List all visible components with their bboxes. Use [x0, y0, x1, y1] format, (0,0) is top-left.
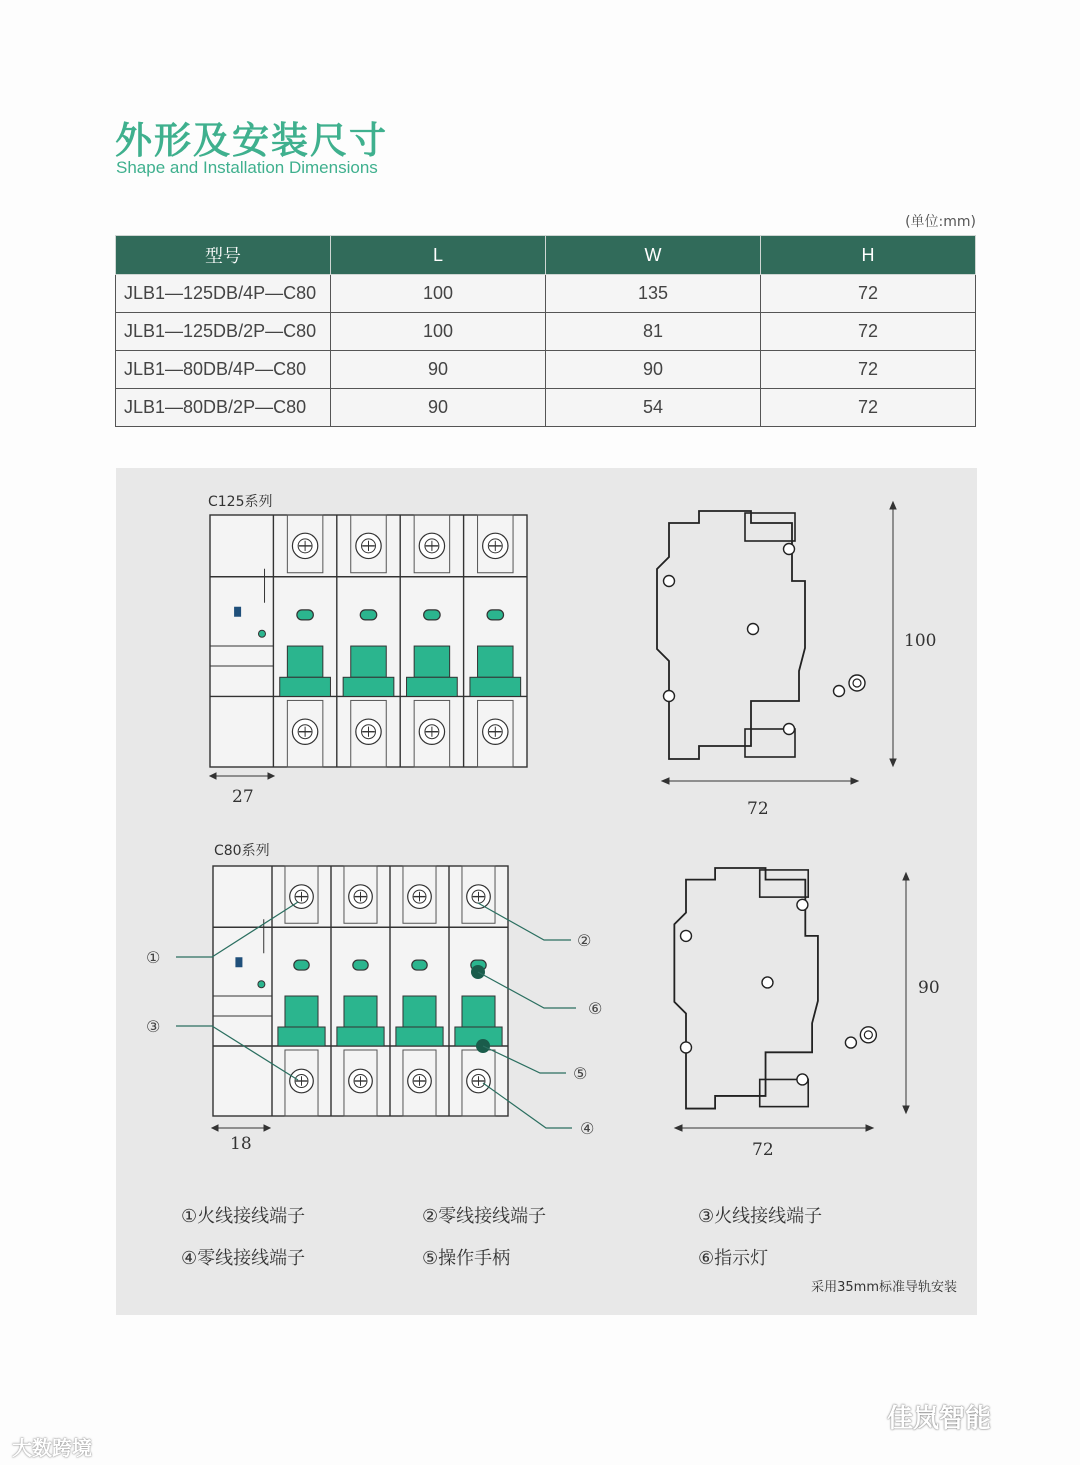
- c125-front-view: [210, 515, 527, 767]
- mounting-hole-icon: [664, 576, 675, 587]
- c80-width-dimension: [212, 1125, 270, 1131]
- table-row: [116, 275, 976, 313]
- test-button-icon: [235, 957, 242, 967]
- indicator-light-icon: [297, 610, 313, 620]
- mounting-hole-icon: [845, 1037, 856, 1048]
- header-l: L: [331, 236, 546, 275]
- c80-pole-width-label: 18: [230, 1134, 252, 1154]
- callout-4-marker: ④: [580, 1119, 595, 1138]
- operating-handle: [403, 996, 436, 1027]
- legend-item: ⑤操作手柄: [422, 1248, 511, 1269]
- mounting-hole-icon: [834, 686, 845, 697]
- side-outline: [657, 511, 805, 759]
- callout-2-marker: ②: [577, 931, 592, 950]
- operating-handle: [478, 646, 514, 677]
- cell-l: 100: [331, 275, 546, 313]
- cell-h: 72: [761, 313, 976, 351]
- c80-series-label: C80系列: [214, 843, 270, 859]
- table-row: [116, 313, 976, 351]
- leakage-indicator-icon: [258, 630, 265, 637]
- page-title-en: Shape and Installation Dimensions: [116, 158, 378, 177]
- cell-w: 90: [546, 351, 761, 389]
- header-h: H: [761, 236, 976, 275]
- c125-width-dimension: [210, 773, 274, 779]
- operating-handle: [414, 646, 450, 677]
- cell-l: 100: [331, 313, 546, 351]
- operating-handle: [344, 996, 377, 1027]
- mounting-hole-icon: [681, 930, 692, 941]
- operating-handle: [351, 646, 387, 677]
- c80-front-view: [213, 866, 508, 1116]
- table-header-row: [116, 236, 976, 275]
- indicator-light-icon: [353, 960, 368, 970]
- watermark-left: 大数跨境: [12, 1436, 92, 1460]
- drawing-panel: [116, 468, 977, 1315]
- mounting-hole-icon: [797, 899, 808, 910]
- cell-h: 72: [761, 351, 976, 389]
- callout-5-marker: ⑤: [573, 1064, 588, 1083]
- c80-depth-label: 72: [752, 1140, 774, 1160]
- indicator-light-icon: [294, 960, 309, 970]
- rail-clip-icon: [849, 675, 865, 691]
- callout-6-marker: ⑥: [588, 999, 603, 1018]
- operating-handle: [285, 996, 318, 1027]
- mounting-hole-icon: [681, 1042, 692, 1053]
- legend-item: ①火线接线端子: [181, 1206, 306, 1227]
- c80-side-profile: [674, 868, 876, 1109]
- mounting-hole-icon: [784, 724, 795, 735]
- test-button-icon: [234, 607, 241, 617]
- cell-h: 72: [761, 275, 976, 313]
- cell-h: 72: [761, 389, 976, 427]
- indicator-light-icon: [424, 610, 440, 620]
- legend-item: ⑥指示灯: [698, 1248, 769, 1269]
- c125-pole-width-label: 27: [232, 787, 254, 807]
- din-rail-note: 采用35mm标准导轨安装: [811, 1280, 957, 1295]
- unit-note: (单位:mm): [905, 214, 976, 230]
- mounting-hole-icon: [748, 624, 759, 635]
- watermark-right: 佳岚智能: [887, 1404, 992, 1434]
- c125-side-profile: [657, 511, 865, 759]
- cell-model: JLB1—125DB/4P—C80: [116, 275, 331, 313]
- c80-height-label: 90: [918, 978, 940, 998]
- operating-handle: [462, 996, 495, 1027]
- callout-3-marker: ③: [146, 1017, 161, 1036]
- mounting-hole-icon: [664, 691, 675, 702]
- operating-handle: [287, 646, 323, 677]
- table-row: [116, 351, 976, 389]
- cell-w: 81: [546, 313, 761, 351]
- leakage-indicator-icon: [258, 981, 265, 988]
- cell-w: 54: [546, 389, 761, 427]
- page-title-cn: 外形及安装尺寸: [115, 119, 388, 162]
- indicator-light-icon: [360, 610, 376, 620]
- table-row: [116, 389, 976, 427]
- legend-item: ③火线接线端子: [698, 1206, 823, 1227]
- header-model: 型号: [116, 236, 331, 275]
- header-w: W: [546, 236, 761, 275]
- c80-side-dimensions: [675, 873, 909, 1131]
- c125-side-dimensions: [662, 502, 896, 784]
- mounting-hole-icon: [784, 544, 795, 555]
- callout-1-marker: ①: [146, 948, 161, 967]
- mounting-hole-icon: [762, 977, 773, 988]
- c125-series-label: C125系列: [208, 494, 273, 510]
- rail-clip-icon: [860, 1027, 876, 1043]
- technical-drawing: [116, 468, 977, 1315]
- cell-model: JLB1—80DB/4P—C80: [116, 351, 331, 389]
- dimensions-table: [115, 235, 976, 427]
- c125-height-label: 100: [904, 631, 937, 651]
- indicator-light-icon: [412, 960, 427, 970]
- indicator-light-icon: [487, 610, 503, 620]
- cell-w: 135: [546, 275, 761, 313]
- cell-model: JLB1—80DB/2P—C80: [116, 389, 331, 427]
- legend-item: ④零线接线端子: [181, 1248, 306, 1269]
- mounting-hole-icon: [797, 1074, 808, 1085]
- cell-model: JLB1—125DB/2P—C80: [116, 313, 331, 351]
- legend-item: ②零线接线端子: [422, 1206, 547, 1227]
- cell-l: 90: [331, 351, 546, 389]
- cell-l: 90: [331, 389, 546, 427]
- c125-depth-label: 72: [747, 799, 769, 819]
